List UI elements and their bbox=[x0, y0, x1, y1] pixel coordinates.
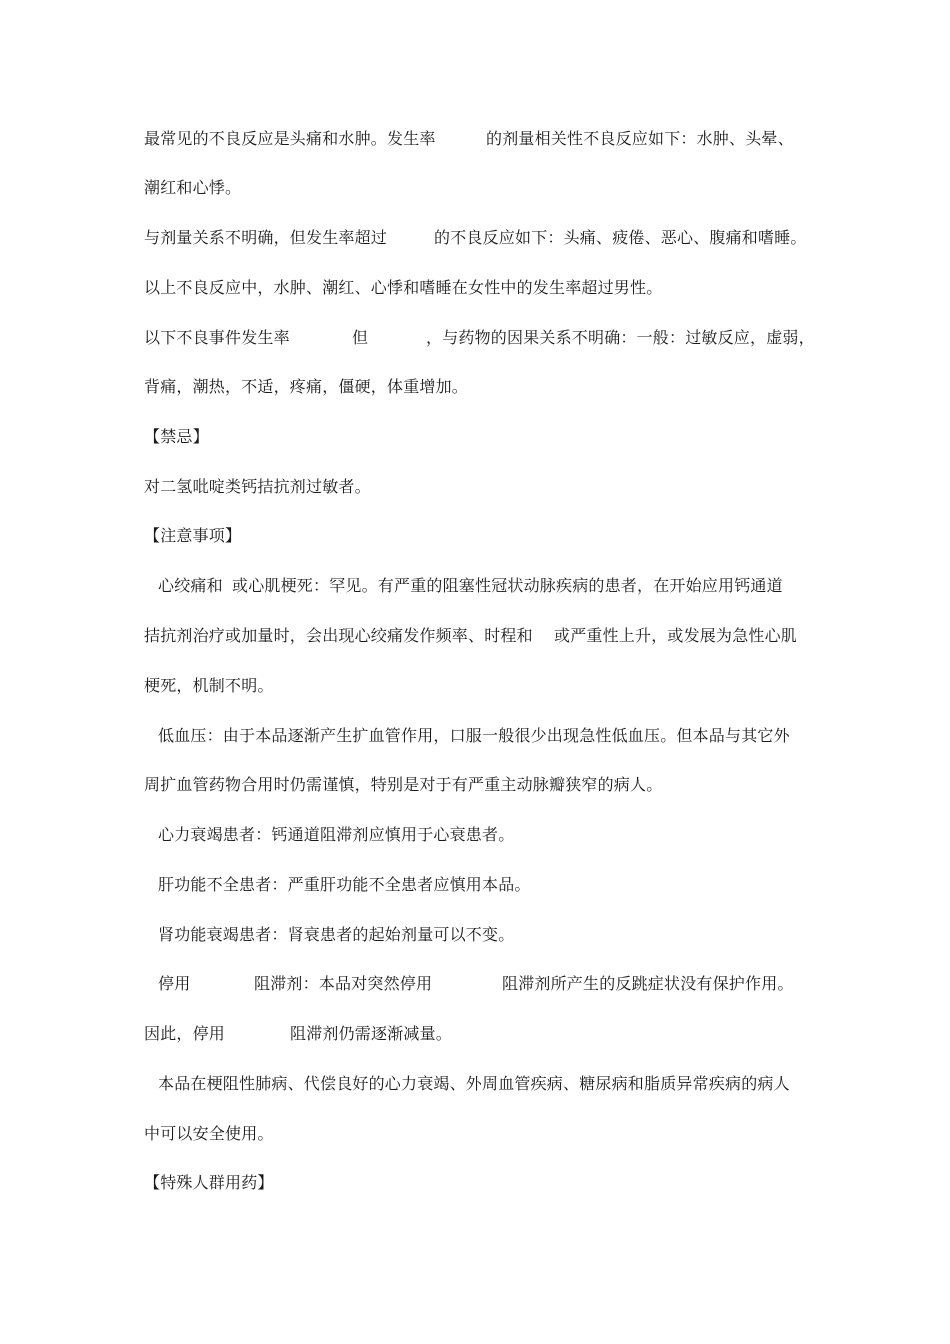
text-segment: 或心肌梗死：罕见。有严重的阻塞性冠状动脉疾病的患者，在开始应用钙通道 bbox=[232, 576, 783, 595]
text-segment: ，与药物的因果关系不明确：一般：过敏反应，虚弱， bbox=[426, 328, 815, 347]
text-segment: 拮抗剂治疗或加量时，会出现心绞痛发作频率、时程和 bbox=[144, 626, 533, 645]
text-segment: 以上不良反应中，水肿、潮红、心悸和嗜睡在女性中的发生率超过男性。 bbox=[144, 278, 663, 297]
text-segment: 因此，停用 bbox=[144, 1024, 226, 1043]
text-segment: 或严重性上升，或发展为急性心肌 bbox=[554, 626, 798, 645]
text-segment: 本品在梗阻性肺病、代偿良好的心力衰竭、外周血管疾病、糖尿病和脂质异常疾病的病人 bbox=[158, 1074, 790, 1093]
text-segment: 的不良反应如下：头痛、疲倦、恶心、腹痛和嗜睡。 bbox=[434, 228, 807, 247]
text-segment: 对二氢吡啶类钙拮抗剂过敏者。 bbox=[144, 477, 371, 496]
text-segment: 心力衰竭患者：钙通道阻滞剂应慎用于心衰患者。 bbox=[158, 825, 515, 844]
heading-text: 【禁忌】 bbox=[144, 427, 209, 446]
text-segment: 低血压：由于本品逐渐产生扩血管作用，口服一般很少出现急性低血压。但本品与其它外 bbox=[158, 726, 790, 745]
text-segment: 背痛，潮热，不适，疼痛，僵硬，体重增加。 bbox=[144, 377, 469, 396]
text-segment: 肾功能衰竭患者：肾衰患者的起始剂量可以不变。 bbox=[158, 925, 515, 944]
text-segment: 肝功能不全患者：严重肝功能不全患者应慎用本品。 bbox=[158, 875, 531, 894]
text-segment: 的剂量相关性不良反应如下：水肿、头晕、 bbox=[486, 129, 794, 148]
text-segment: 阻滞剂：本品对突然停用 bbox=[254, 974, 433, 993]
text-segment: 心绞痛和 bbox=[158, 576, 223, 595]
text-segment: 阻滞剂所产生的反跳症状没有保护作用。 bbox=[502, 974, 794, 993]
text-segment: 停用 bbox=[158, 974, 191, 993]
text-segment: 梗死，机制不明。 bbox=[144, 676, 274, 695]
text-segment: 中可以安全使用。 bbox=[144, 1124, 274, 1143]
heading-text: 【注意事项】 bbox=[144, 526, 242, 545]
text-segment: 周扩血管药物合用时仍需谨慎，特别是对于有严重主动脉瓣狭窄的病人。 bbox=[144, 775, 663, 794]
text-segment: 潮红和心悸。 bbox=[144, 178, 242, 197]
heading-text: 【特殊人群用药】 bbox=[144, 1173, 274, 1192]
text-segment: 最常见的不良反应是头痛和水肿。发生率 bbox=[144, 129, 436, 148]
text-segment: 阻滞剂仍需逐渐减量。 bbox=[290, 1024, 453, 1043]
text-segment: 但 bbox=[352, 328, 369, 347]
text-segment: 以下不良事件发生率 bbox=[144, 328, 290, 347]
text-segment: 与剂量关系不明确，但发生率超过 bbox=[144, 228, 388, 247]
